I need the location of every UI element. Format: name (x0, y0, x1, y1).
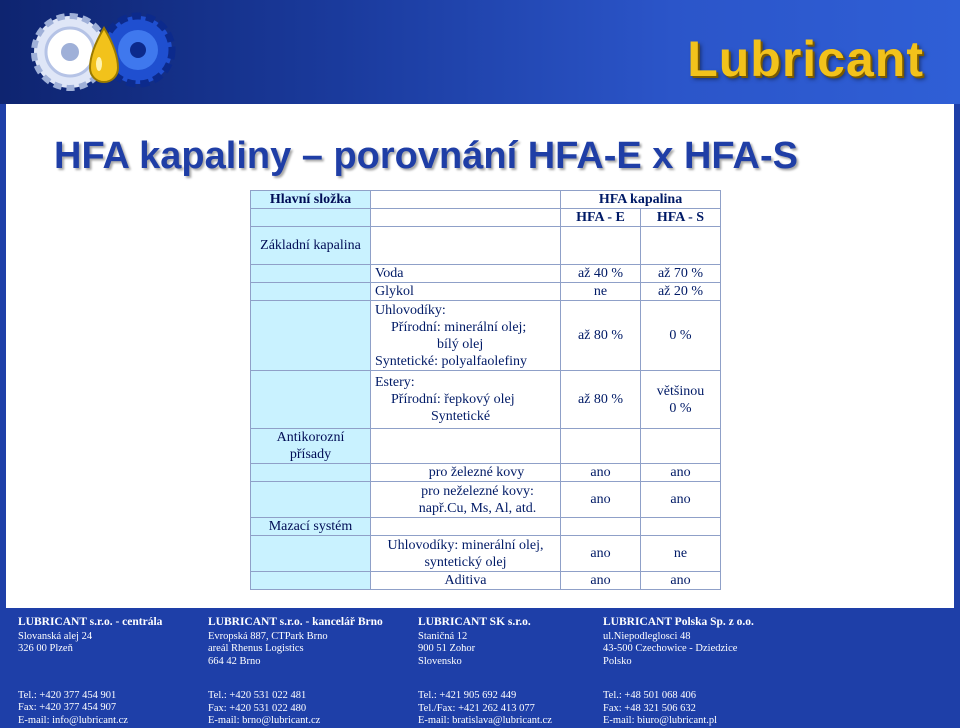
table-row (251, 518, 721, 536)
table-row: Aditiva ano ano (251, 572, 721, 590)
label-lubrication-system: Mazací systém (251, 518, 371, 536)
footer-address-poland: LUBRICANT Polska Sp. z o.o. ul.Niepodleglosci 48 43-500 Czechowice - Dziedzice Polsko Tel.: +48 501 068 406 Fax: +48 321 506 632 E-mail: biuro@lubricant.pl (603, 616, 754, 726)
email-link-brno[interactable]: E-mail: brno@lubricant.cz (208, 715, 321, 726)
email-link-poland[interactable]: E-mail: biuro@lubricant.pl (603, 715, 718, 726)
table-row (251, 191, 721, 209)
table-row: pro železné kovy ano ano (251, 464, 721, 482)
header-hfa-s: HFA - S (641, 209, 721, 227)
row-esters: Estery: Přírodní: řepkový olej Syntetické (371, 371, 561, 429)
row-nonferrous: pro neželezné kovy: např.Cu, Ms, Al, atd. (371, 482, 561, 518)
row-name: Voda (371, 265, 561, 283)
row-name: Glykol (371, 283, 561, 301)
footer-address-brno: LUBRICANT s.r.o. - kancelář Brno Evropská 887, CTPark Brno areál Rhenus Logistics 664 42 Brno Tel.: +420 531 022 481 Fax: +420 531 022 480 E-mail: brno@lubricant.cz (208, 616, 383, 726)
label-base-liquid: Základní kapalina (251, 227, 371, 265)
table-row (251, 209, 721, 227)
row-hydrocarbons: Uhlovodíky: Přírodní: minerální olej; bílý olej Syntetické: polyalfaolefiny (371, 301, 561, 371)
header-hfa-group: HFA kapalina (561, 191, 721, 209)
footer-address-plzen: LUBRICANT s.r.o. - centrála Slovanská alej 24 326 00 Plzeň Tel.: +420 377 454 901 Fax: +420 377 454 907 E-mail: info@lubricant.cz (18, 616, 163, 726)
page-title: HFA kapaliny – porovnání HFA-E x HFA-S (54, 135, 798, 177)
table-row: pro neželezné kovy: např.Cu, Ms, Al, atd. ano ano (251, 482, 721, 518)
email-link-plzen[interactable]: E-mail: info@lubricant.cz (18, 714, 128, 726)
table-row: Voda až 40 % až 70 % (251, 265, 721, 283)
label-anticorrosion: Antikorozní přísady (251, 429, 371, 464)
row-lubrication-hydrocarbons: Uhlovodíky: minerální olej, syntetický olej (371, 536, 561, 572)
comparison-table (250, 190, 721, 590)
header-hfa-e: HFA - E (561, 209, 641, 227)
footer-address-slovakia: LUBRICANT SK s.r.o. Staničná 12 900 51 Zohor Slovensko Tel.: +421 905 692 449 Tel./Fax: +421 262 413 077 E-mail: bratislava@lubricant.cz (418, 616, 552, 726)
brand-wordmark: Lubricant (687, 31, 924, 87)
table-row: Glykol ne až 20 % (251, 283, 721, 301)
table-row: Estery: Přírodní: řepkový olej Syntetické až 80 % většinou 0 % (251, 371, 721, 429)
email-link-bratislava[interactable]: E-mail: bratislava@lubricant.cz (418, 715, 552, 726)
table-row: Uhlovodíky: minerální olej, syntetický olej ano ne (251, 536, 721, 572)
table-row (251, 227, 721, 265)
footer-contacts (0, 608, 960, 726)
gears-logo-icon (30, 6, 180, 100)
table-row (251, 429, 721, 464)
table-row: Uhlovodíky: Přírodní: minerální olej; bílý olej Syntetické: polyalfaolefiny až 80 % 0 % (251, 301, 721, 371)
header-banner (0, 0, 960, 104)
header-main-component: Hlavní složka (251, 191, 371, 209)
